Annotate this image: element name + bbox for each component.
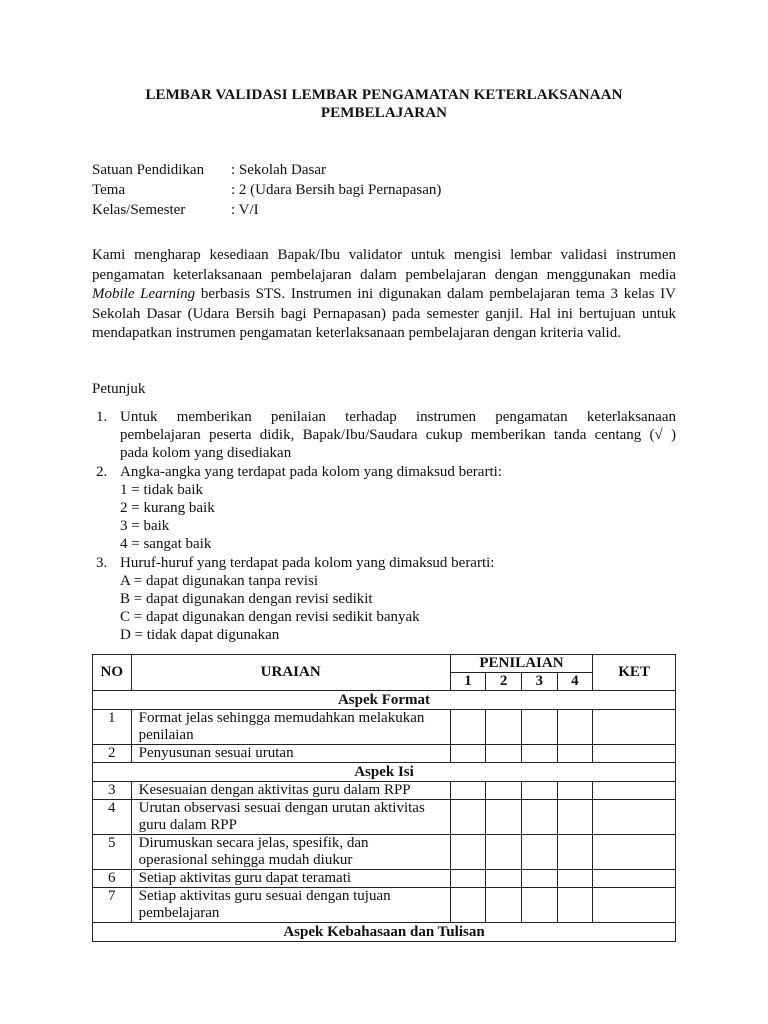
row-number: 3 <box>93 782 132 800</box>
instruction-line: Angka-angka yang terdapat pada kolom yang dimaksud berarti: <box>120 463 502 480</box>
intro-line: Kami mengharap kesediaan Bapak/Ibu validator untuk mengisi lembar validasi instrumen <box>92 247 676 263</box>
ket-cell[interactable] <box>593 888 676 923</box>
row-number: 6 <box>93 870 132 888</box>
score-cell-4[interactable] <box>557 888 593 923</box>
meta-row-tema <box>92 180 441 200</box>
intro-line-rest: berbasis STS. Instrumen ini digunakan dalam pembelajaran tema 3 kelas IV <box>195 286 676 302</box>
description-line: Setiap aktivitas guru dapat teramati <box>138 870 352 886</box>
row-number: 4 <box>93 800 132 835</box>
score-cell-3[interactable] <box>521 870 557 888</box>
meta-value: : Sekolah Dasar <box>231 162 326 178</box>
description-line: penilaian <box>138 727 194 743</box>
instructions-list <box>92 408 676 645</box>
ket-cell[interactable] <box>593 870 676 888</box>
header-penilaian: PENILAIAN <box>450 655 593 673</box>
scale-definition: 2 = kurang baik <box>120 500 215 517</box>
description-line: operasional sehingga mudah diukur <box>138 852 353 868</box>
row-number: 1 <box>93 710 132 745</box>
table-header-row <box>93 655 676 673</box>
description-line: Kesesuaian dengan aktivitas guru dalam RPP <box>138 782 411 798</box>
score-cell-3[interactable] <box>521 835 557 870</box>
meta-row-kelas <box>92 200 441 220</box>
instruction-text <box>120 408 676 463</box>
intro-italic-term: Mobile Learning <box>92 286 196 302</box>
intro-line: mendapatkan instrumen pengamatan keterlaksanaan pembelajaran dengan kriteria valid. <box>92 325 621 341</box>
table-row <box>93 835 676 870</box>
score-cell-1[interactable] <box>450 710 486 745</box>
section-title: Aspek Kebahasaan dan Tulisan <box>93 923 676 942</box>
ket-cell[interactable] <box>593 800 676 835</box>
description-line: guru dalam RPP <box>138 817 237 833</box>
score-cell-3[interactable] <box>521 782 557 800</box>
table-row <box>93 745 676 763</box>
intro-line: Sekolah Dasar (Udara Bersih bagi Pernapasan) pada semester ganjil. Hal ini bertujuan untuk <box>92 305 676 322</box>
ket-cell[interactable] <box>593 835 676 870</box>
instruction-number: 2. <box>96 463 108 480</box>
intro-line: pengamatan keterlaksanaan pembelajaran dalam pembelajaran dengan menggunakan media <box>92 266 676 283</box>
ket-cell[interactable] <box>593 782 676 800</box>
header-score-2: 2 <box>486 673 522 691</box>
description-line: pembelajaran <box>138 905 220 921</box>
instruction-item <box>92 554 676 645</box>
description-line: Setiap aktivitas guru sesuai dengan tujuan <box>138 888 391 904</box>
row-description <box>131 745 450 763</box>
row-description <box>131 800 450 835</box>
section-title: Aspek Isi <box>93 763 676 782</box>
score-cell-1[interactable] <box>450 835 486 870</box>
score-cell-2[interactable] <box>486 745 522 763</box>
instruction-item <box>92 408 676 463</box>
instruction-number: 3. <box>96 554 108 571</box>
scale-definition: 1 = tidak baik <box>120 481 204 498</box>
scale-definition: D = tidak dapat digunakan <box>120 627 280 644</box>
score-cell-4[interactable] <box>557 835 593 870</box>
header-score-3: 3 <box>521 673 557 691</box>
section-row <box>93 763 676 782</box>
description-line: Penyusunan sesuai urutan <box>138 745 294 761</box>
instruction-number: 1. <box>96 409 108 425</box>
score-cell-4[interactable] <box>557 745 593 763</box>
title-line-2: PEMBELAJARAN <box>320 105 448 121</box>
section-row <box>93 691 676 710</box>
description-line: Dirumuskan secara jelas, spesifik, dan <box>138 835 369 851</box>
description-line: Format jelas sehingga memudahkan melakukan <box>138 710 425 726</box>
intro-line <box>92 285 676 305</box>
header-uraian: URAIAN <box>131 655 450 691</box>
ket-cell[interactable] <box>593 710 676 745</box>
row-number: 2 <box>93 745 132 763</box>
scale-definition: B = dapat digunakan dengan revisi sedikit <box>120 591 373 608</box>
header-score-4: 4 <box>557 673 593 691</box>
score-cell-1[interactable] <box>450 888 486 923</box>
row-description <box>131 710 450 745</box>
instruction-line: Untuk memberikan penilaian terhadap instrumen pengamatan keterlaksanaan <box>120 409 676 425</box>
instruction-item <box>92 463 676 554</box>
table-row <box>93 800 676 835</box>
instruction-text <box>120 554 676 645</box>
header-score-1: 1 <box>450 673 486 691</box>
row-description <box>131 782 450 800</box>
intro-paragraph <box>92 246 676 344</box>
meta-value: : V/I <box>231 202 259 218</box>
table-row <box>93 710 676 745</box>
score-cell-4[interactable] <box>557 782 593 800</box>
document-title <box>92 86 676 122</box>
table-row <box>93 888 676 923</box>
score-cell-1[interactable] <box>450 800 486 835</box>
row-description <box>131 835 450 870</box>
table-row <box>93 870 676 888</box>
description-line: Urutan observasi sesuai dengan urutan aktivitas <box>138 800 425 816</box>
score-cell-3[interactable] <box>521 745 557 763</box>
instruction-line: Huruf-huruf yang terdapat pada kolom yang dimaksud berarti: <box>120 554 495 571</box>
header-no: NO <box>93 655 132 691</box>
meta-key: Tema <box>92 182 126 198</box>
title-line-1: LEMBAR VALIDASI LEMBAR PENGAMATAN KETERLAKSANAAN <box>145 87 623 103</box>
meta-key: Satuan Pendidikan <box>92 162 205 178</box>
scale-definition: 4 = sangat baik <box>120 536 212 553</box>
table-body <box>93 691 676 942</box>
instructions-heading: Petunjuk <box>92 381 146 397</box>
score-cell-1[interactable] <box>450 870 486 888</box>
scale-definition: A = dapat digunakan tanpa revisi <box>120 572 318 589</box>
score-cell-4[interactable] <box>557 800 593 835</box>
score-cell-2[interactable] <box>486 800 522 835</box>
row-number: 7 <box>93 888 132 923</box>
row-description <box>131 870 450 888</box>
meta-key: Kelas/Semester <box>92 202 186 218</box>
validation-table <box>92 654 676 942</box>
instruction-line: pembelajaran peserta didik, Bapak/Ibu/Saudara cukup memberikan tanda centang (√ ) <box>120 427 676 444</box>
score-cell-1[interactable] <box>450 745 486 763</box>
section-title: Aspek Format <box>93 691 676 710</box>
score-cell-2[interactable] <box>486 835 522 870</box>
row-description <box>131 888 450 923</box>
identity-block <box>92 160 441 220</box>
score-cell-2[interactable] <box>486 710 522 745</box>
meta-value: : 2 (Udara Bersih bagi Pernapasan) <box>231 182 442 198</box>
section-row <box>93 923 676 942</box>
ket-cell[interactable] <box>593 745 676 763</box>
score-cell-3[interactable] <box>521 888 557 923</box>
score-cell-3[interactable] <box>521 800 557 835</box>
meta-row-satuan <box>92 160 441 180</box>
scale-definition: C = dapat digunakan dengan revisi sedikit banyak <box>120 609 420 626</box>
header-ket: KET <box>593 655 676 691</box>
score-cell-4[interactable] <box>557 870 593 888</box>
table-row <box>93 782 676 800</box>
score-cell-2[interactable] <box>486 782 522 800</box>
score-cell-3[interactable] <box>521 710 557 745</box>
scale-definition: 3 = baik <box>120 518 170 535</box>
score-cell-2[interactable] <box>486 888 522 923</box>
instruction-text <box>120 463 676 554</box>
score-cell-2[interactable] <box>486 870 522 888</box>
instruction-line: pada kolom yang disediakan <box>120 445 292 462</box>
row-number: 5 <box>93 835 132 870</box>
score-cell-4[interactable] <box>557 710 593 745</box>
score-cell-1[interactable] <box>450 782 486 800</box>
